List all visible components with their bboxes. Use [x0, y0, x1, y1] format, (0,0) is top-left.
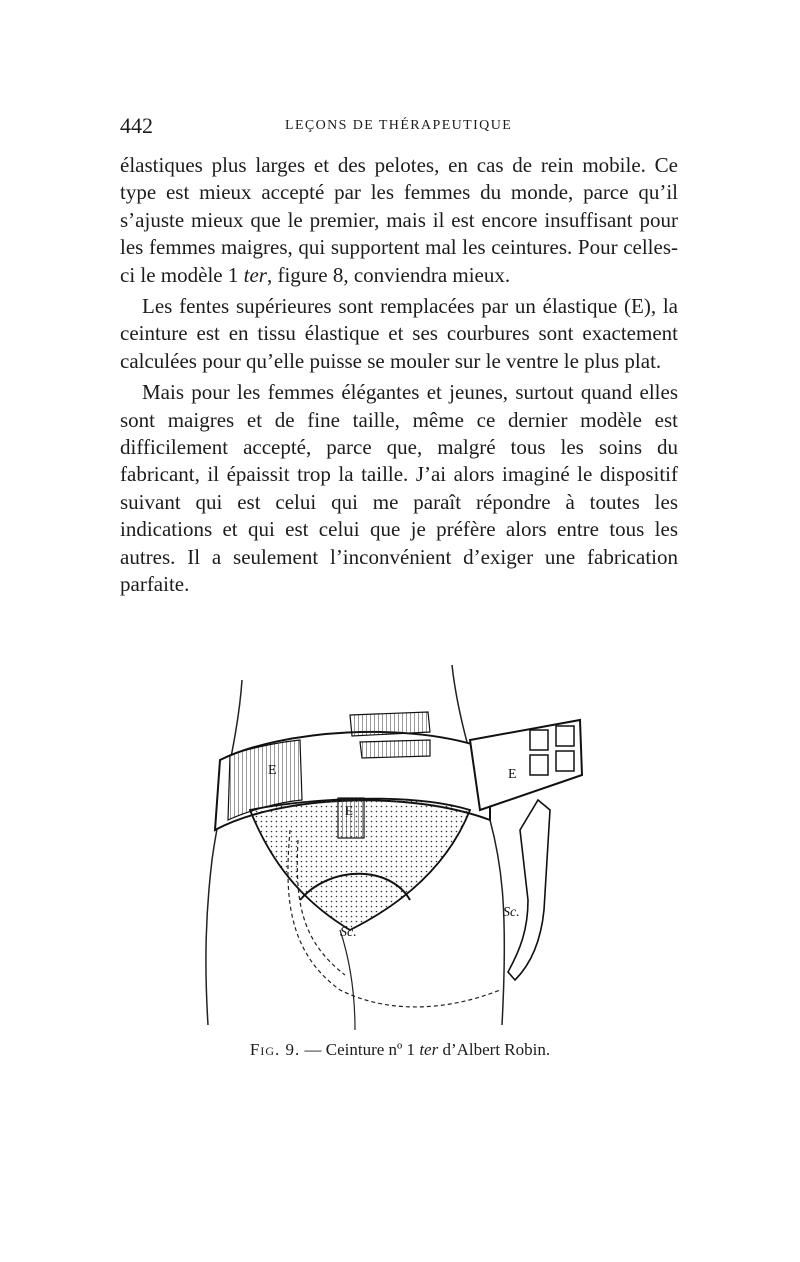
paragraph-text: Mais pour les femmes élégantes et jeunes, surtout quand elles sont maigres et de fine taille, même ce dernier modèle est difficilement accepté, parce que, malgré tous les soins du fabricant, il épaissit trop la taille. J’ai alors imaginé le dispositif suivant qui est celui qui me paraît répondre à toutes les indications et qui est celui que je préfère alors entre tous les autres. Il a seulement l’inconvénient d’exiger une fabrication parfaite. — [120, 380, 678, 597]
paragraph — [120, 293, 678, 375]
body-outline-left — [206, 680, 242, 1025]
strap-top-left — [350, 712, 430, 736]
figure-belt-illustration — [190, 660, 610, 1032]
caption-italic: ter — [419, 1040, 439, 1059]
italic-text: ter — [243, 262, 267, 287]
paragraph-text: Les fentes supérieures sont remplacées par un élastique (E), la ceinture est en tissu élastique et ses courbures sont exactement calculées pour qu’elle puisse se mouler sur le ventre le plus plat. — [120, 294, 678, 373]
paragraph — [120, 152, 678, 289]
label-e-center: E — [345, 803, 353, 818]
paragraph-text: élastiques plus larges et des pelotes, en cas de rein mobile. Ce type est mieux accepté par les femmes du monde, parce qu’il s’ajuste mieux que le premier, mais il est encore insuffisant pour les femmes maigres, qui supportent mal les ceintures. Pour celles-ci le modèle 1 — [120, 153, 678, 287]
belt-drawing — [190, 660, 610, 1032]
caption-dash: — — [300, 1040, 326, 1059]
paragraph — [120, 379, 678, 598]
caption-text-after: d’Albert Robin. — [438, 1040, 551, 1059]
paragraph-text: , figure 8, conviendra mieux. — [266, 262, 511, 287]
label-sc-center: Sc. — [340, 925, 357, 940]
hanging-strap-right — [508, 800, 550, 980]
body-outline-right — [452, 665, 504, 1025]
label-sc-right: Sc. — [503, 905, 520, 920]
label-e-right: E — [508, 767, 517, 782]
caption-text-before: Ceinture nº 1 — [325, 1040, 420, 1059]
label-e-left: E — [268, 763, 277, 778]
body-text — [120, 152, 678, 603]
leg-inner — [340, 930, 355, 1030]
side-strap-right — [470, 720, 582, 810]
figure-label: Fig. 9. — [249, 1040, 301, 1059]
figure-caption — [0, 1040, 800, 1060]
running-title: LEÇONS DE THÉRAPEUTIQUE — [285, 118, 513, 133]
page-number: 442 — [120, 113, 153, 138]
page-header — [120, 113, 680, 143]
